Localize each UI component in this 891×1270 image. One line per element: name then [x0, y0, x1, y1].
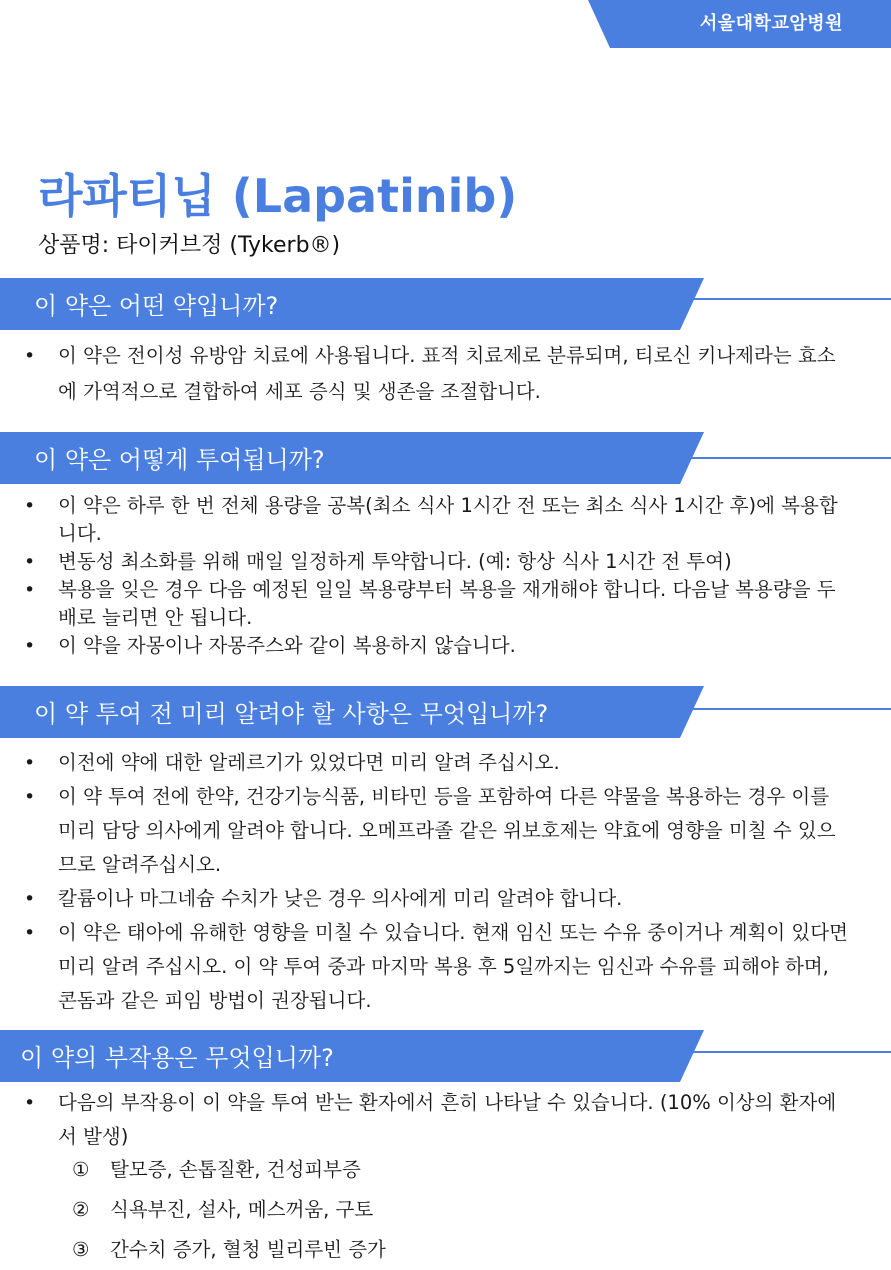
list-item-text: 이전에 약에 대한 알레르기가 있었다면 미리 알려 주십시오. [58, 751, 560, 774]
circled-number: ② [72, 1198, 90, 1221]
section-list-side-effects [0, 1086, 891, 1154]
section-list-before-use [0, 746, 891, 1018]
section-list-how-given [0, 492, 891, 660]
bullet-mark: • [24, 922, 36, 944]
side-effect-item [0, 1230, 891, 1270]
brand-name-line: 상품명: 타이커브정 (Tykerb®) [38, 233, 341, 258]
bullet-mark: • [24, 345, 36, 367]
side-effect-text: 식욕부진, 설사, 메스꺼움, 구토 [110, 1198, 374, 1221]
bullet-mark: • [24, 888, 36, 910]
bullet-mark: • [24, 752, 36, 774]
section-header-before-use [0, 686, 891, 738]
list-item [0, 916, 891, 1018]
list-item-text: 칼륨이나 마그네슘 수치가 낮은 경우 의사에게 미리 알려야 합니다. [58, 887, 623, 910]
bullet-mark: • [24, 786, 36, 808]
list-item [0, 1086, 891, 1154]
list-item [0, 780, 891, 882]
list-item-text: 변동성 최소화를 위해 매일 일정하게 투약합니다. (예: 항상 식사 1시간 전 투여) [58, 550, 732, 573]
hospital-tab [0, 0, 891, 48]
list-item-text: 이 약은 하루 한 번 전체 용량을 공복(최소 식사 1시간 전 또는 최소 식사 1시간 후)에 복용합니다. [58, 494, 838, 545]
list-item [0, 338, 891, 410]
list-item [0, 632, 891, 660]
bullet-mark: • [24, 551, 36, 573]
section-title: 이 약은 어떻게 투여됩니까? [34, 446, 325, 474]
bullet-mark: • [24, 495, 36, 517]
list-item-text: 다음의 부작용이 이 약을 투여 받는 환자에서 흔히 나타날 수 있습니다. (10% 이상의 환자에서 발생) [58, 1091, 837, 1148]
section-title: 이 약은 어떤 약입니까? [34, 292, 279, 320]
list-item-text: 이 약을 자몽이나 자몽주스와 같이 복용하지 않습니다. [58, 634, 516, 657]
side-effect-sublist [0, 1150, 891, 1270]
section-title: 이 약 투여 전 미리 알려야 할 사항은 무엇입니까? [34, 700, 549, 728]
list-item-text: 이 약 투여 전에 한약, 건강기능식품, 비타민 등을 포함하여 다른 약물을 복용하는 경우 이를 미리 담당 의사에게 알려야 합니다. 오메프라졸 같은 위보호제는 약효에 영향을 미칠 수 있으므로 알려주십시오. [58, 785, 836, 876]
side-effect-item [0, 1150, 891, 1190]
list-item-text: 복용을 잊은 경우 다음 예정된 일일 복용량부터 복용을 재개해야 합니다. 다음날 복용량을 두 배로 늘리면 안 됩니다. [58, 578, 836, 629]
section-header-how-given [0, 432, 891, 484]
list-item [0, 576, 891, 632]
list-item-text: 이 약은 전이성 유방암 치료에 사용됩니다. 표적 치료제로 분류되며, 티로신 키나제라는 효소에 가역적으로 결합하여 세포 증식 및 생존을 조절합니다. [58, 344, 836, 403]
side-effect-item [0, 1190, 891, 1230]
list-item [0, 882, 891, 916]
bullet-mark: • [24, 579, 36, 601]
section-title: 이 약의 부작용은 무엇입니까? [20, 1044, 334, 1072]
list-item [0, 492, 891, 548]
side-effect-text: 간수치 증가, 혈청 빌리루빈 증가 [110, 1238, 386, 1261]
section-header-what-is [0, 278, 891, 330]
list-item-text: 이 약은 태아에 유해한 영향을 미칠 수 있습니다. 현재 임신 또는 수유 중이거나 계획이 있다면 미리 알려 주십시오. 이 약 투여 중과 마지막 복용 후 5일까지는 임신과 수유를 피해야 하며, 콘돔과 같은 피임 방법이 권장됩니다. [58, 921, 848, 1012]
list-item [0, 548, 891, 576]
section-header-side-effects [0, 1030, 891, 1082]
circled-number: ③ [72, 1238, 90, 1261]
drug-title: 라파티닙 (Lapatinib) [38, 169, 518, 223]
bullet-mark: • [24, 1092, 36, 1114]
circled-number: ① [72, 1158, 90, 1181]
hospital-name: 서울대학교암병원 [699, 13, 843, 34]
side-effect-text: 탈모증, 손톱질환, 건성피부증 [110, 1158, 361, 1181]
list-item [0, 746, 891, 780]
bullet-mark: • [24, 635, 36, 657]
section-list-what-is [0, 338, 891, 410]
